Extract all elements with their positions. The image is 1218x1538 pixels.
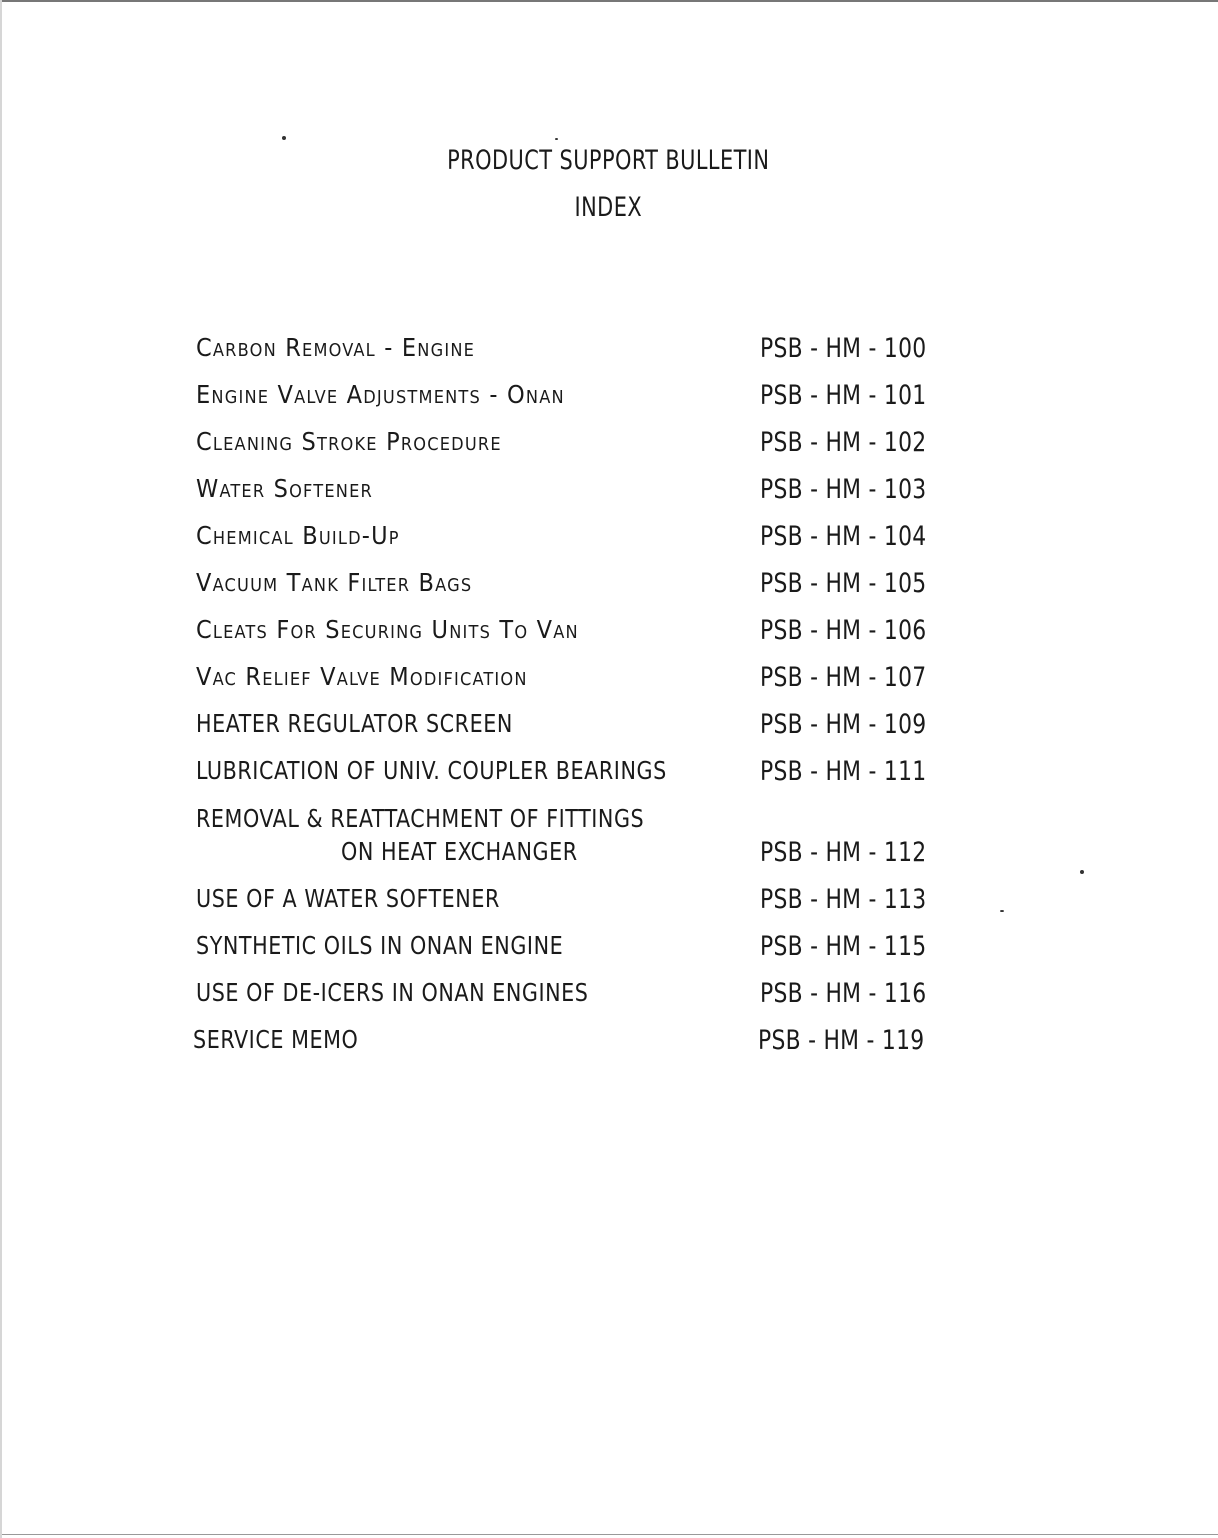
entry-code: PSB - HM - 109 xyxy=(760,709,927,740)
entry-title: USE OF DE-ICERS IN ONAN ENGINES xyxy=(196,978,589,1007)
entry-title: LUBRICATION OF UNIV. COUPLER BEARINGS xyxy=(196,756,667,785)
entry-title: USE OF A WATER SOFTENER xyxy=(196,884,500,913)
index-entry xyxy=(196,756,986,796)
entry-title: Vac Relief Valve Modification xyxy=(196,662,528,691)
index-entry xyxy=(193,1025,983,1065)
entry-code: PSB - HM - 119 xyxy=(758,1025,925,1056)
index-entry xyxy=(196,978,986,1018)
entry-title: Vacuum Tank Filter Bags xyxy=(196,568,473,597)
entry-code: PSB - HM - 107 xyxy=(760,662,927,693)
entry-code: PSB - HM - 113 xyxy=(760,884,927,915)
entry-title: Cleats For Securing Units To Van xyxy=(196,615,579,644)
entry-title: Chemical Build-Up xyxy=(196,521,400,550)
index-entry xyxy=(196,380,986,420)
entry-title-continuation: ON HEAT EXCHANGER xyxy=(341,837,578,866)
entry-title: Cleaning Stroke Procedure xyxy=(196,427,502,456)
index-entry xyxy=(196,931,986,971)
entry-code: PSB - HM - 112 xyxy=(760,837,927,868)
index-entry xyxy=(196,884,986,924)
entry-title: Carbon Removal - Engine xyxy=(196,333,476,362)
scan-speck xyxy=(555,138,558,140)
index-entry xyxy=(196,709,986,749)
scan-edge-bottom xyxy=(0,1534,1218,1535)
entry-code: PSB - HM - 101 xyxy=(760,380,927,411)
entry-title: HEATER REGULATOR SCREEN xyxy=(196,709,513,738)
entry-title: REMOVAL & REATTACHMENT OF FITTINGS xyxy=(196,804,645,833)
entry-title: SYNTHETIC OILS IN ONAN ENGINE xyxy=(196,931,564,960)
entry-code: PSB - HM - 103 xyxy=(760,474,927,505)
entry-code: PSB - HM - 116 xyxy=(760,978,927,1009)
scan-edge-left xyxy=(0,0,2,1538)
entry-title: SERVICE MEMO xyxy=(193,1025,359,1054)
entry-code: PSB - HM - 104 xyxy=(760,521,927,552)
scan-speck xyxy=(282,136,286,140)
page-title: PRODUCT SUPPORT BULLETIN xyxy=(447,145,770,176)
page-subtitle: INDEX xyxy=(574,192,643,223)
index-entry xyxy=(196,662,986,702)
index-entry xyxy=(196,427,986,467)
index-entry xyxy=(196,804,986,874)
entry-code: PSB - HM - 111 xyxy=(760,756,927,787)
entry-code: PSB - HM - 105 xyxy=(760,568,927,599)
entry-title: Engine Valve Adjustments - Onan xyxy=(196,380,565,409)
entry-code: PSB - HM - 106 xyxy=(760,615,927,646)
entry-code: PSB - HM - 102 xyxy=(760,427,927,458)
entry-code: PSB - HM - 115 xyxy=(760,931,927,962)
scan-speck xyxy=(1000,910,1004,912)
scan-speck xyxy=(1080,870,1084,874)
index-entry xyxy=(196,521,986,561)
index-entry xyxy=(196,333,986,373)
index-entry xyxy=(196,474,986,514)
index-entry xyxy=(196,568,986,608)
index-entry xyxy=(196,615,986,655)
entry-code: PSB - HM - 100 xyxy=(760,333,927,364)
entry-title: Water Softener xyxy=(196,474,373,503)
scan-edge-top xyxy=(0,0,1218,2)
